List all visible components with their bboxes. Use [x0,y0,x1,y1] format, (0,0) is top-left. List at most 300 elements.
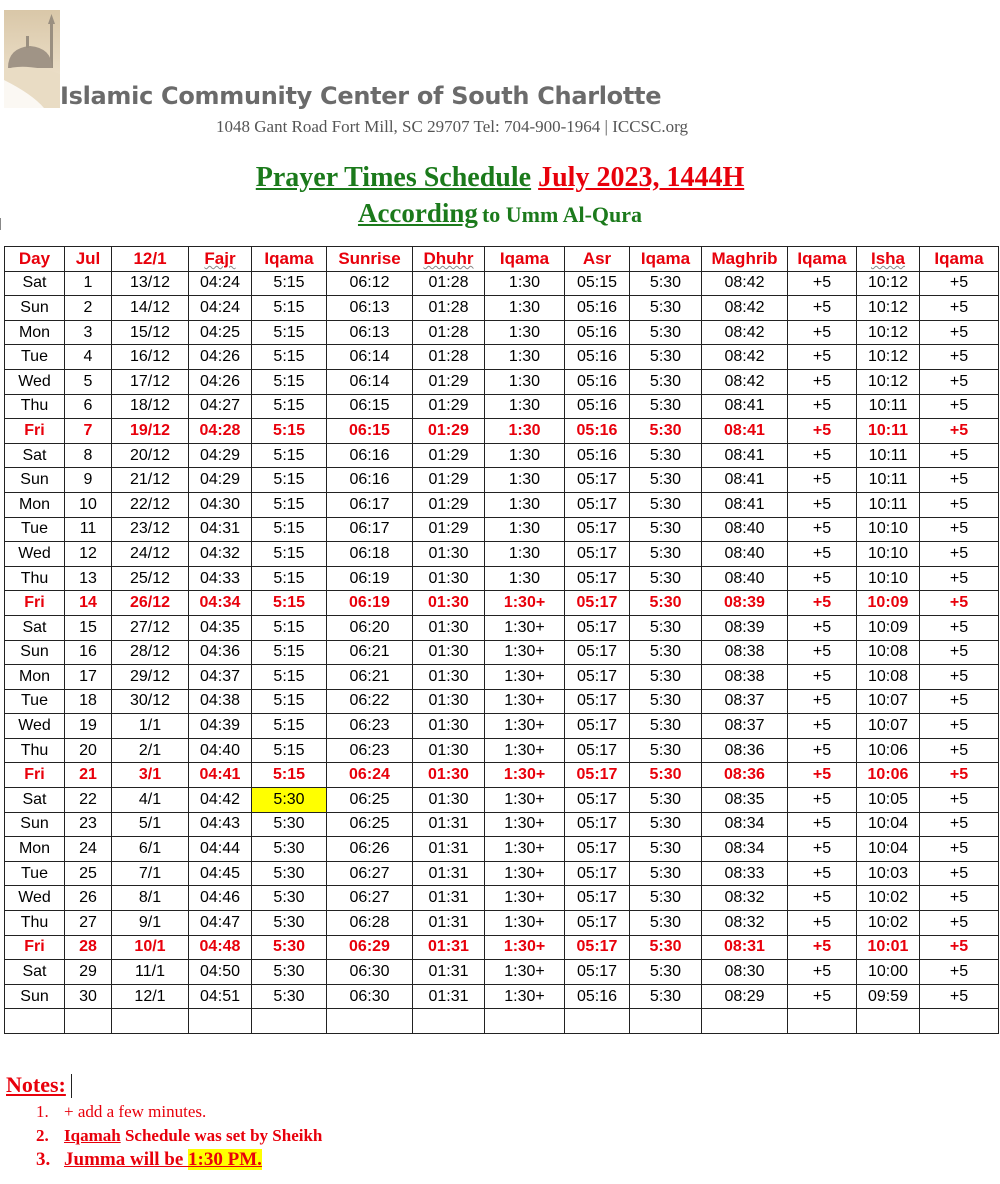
cell-maghrib: 08:42 [702,296,788,321]
empty-cell [857,1009,920,1034]
cell-dhuhr-iqama: 1:30+ [485,615,565,640]
cell-asr: 05:16 [565,345,630,370]
cell-day: Fri [5,763,65,788]
cell-isha: 10:10 [857,542,920,567]
cell-maghrib: 08:40 [702,517,788,542]
cell-fajr-iqama: 5:15 [252,591,327,616]
cell-fajr-iqama: 5:15 [252,320,327,345]
cell-fajr: 04:39 [189,714,252,739]
cell-asr: 05:16 [565,296,630,321]
cell-dhuhr: 01:30 [413,615,485,640]
cell-dhuhr-iqama: 1:30 [485,369,565,394]
cell-maghrib-iqama: +5 [788,296,857,321]
cell-maghrib-iqama: +5 [788,861,857,886]
cell-hijri: 23/12 [112,517,189,542]
cell-day: Mon [5,837,65,862]
cell-isha: 10:07 [857,714,920,739]
cell-asr-iqama: 5:30 [630,714,702,739]
cell-sunrise: 06:13 [327,296,413,321]
cell-fajr: 04:34 [189,591,252,616]
cell-isha-iqama: +5 [920,886,999,911]
cell-fajr: 04:30 [189,492,252,517]
cell-dhuhr: 01:31 [413,935,485,960]
cell-maghrib-iqama: +5 [788,788,857,813]
cell-asr: 05:17 [565,861,630,886]
cell-fajr-iqama: 5:15 [252,640,327,665]
column-header: Iqama [788,247,857,272]
schedule-title [0,162,1000,194]
cell-sunrise: 06:24 [327,763,413,788]
cell-asr-iqama: 5:30 [630,738,702,763]
title-part1: Prayer Times Schedule [255,162,532,193]
cell-jul: 28 [65,935,112,960]
cell-isha: 10:02 [857,911,920,936]
note-text: + add a few minutes. [64,1102,207,1121]
cell-fajr: 04:35 [189,615,252,640]
cell-hijri: 24/12 [112,542,189,567]
cell-maghrib-iqama: +5 [788,935,857,960]
cell-hijri: 10/1 [112,935,189,960]
cell-day: Thu [5,911,65,936]
table-row [5,984,999,1009]
empty-cell [788,1009,857,1034]
empty-cell [112,1009,189,1034]
cell-jul: 16 [65,640,112,665]
cell-maghrib-iqama: +5 [788,812,857,837]
cell-maghrib-iqama: +5 [788,443,857,468]
cell-fajr-iqama: 5:15 [252,665,327,690]
subtitle-part2: to Umm Al-Qura [481,202,643,227]
cell-fajr-iqama: 5:15 [252,566,327,591]
cell-dhuhr: 01:31 [413,837,485,862]
cell-hijri: 2/1 [112,738,189,763]
cell-hijri: 7/1 [112,861,189,886]
cell-hijri: 20/12 [112,443,189,468]
table-row [5,566,999,591]
cell-sunrise: 06:17 [327,492,413,517]
cell-dhuhr-iqama: 1:30 [485,296,565,321]
cell-day: Fri [5,419,65,444]
cell-dhuhr: 01:30 [413,738,485,763]
cell-asr: 05:17 [565,935,630,960]
cell-isha-iqama: +5 [920,492,999,517]
cell-sunrise: 06:25 [327,812,413,837]
cell-maghrib: 08:38 [702,640,788,665]
cell-sunrise: 06:12 [327,271,413,296]
cell-dhuhr-iqama: 1:30 [485,394,565,419]
cell-day: Sat [5,960,65,985]
cell-maghrib: 08:32 [702,886,788,911]
cell-sunrise: 06:13 [327,320,413,345]
cell-asr: 05:17 [565,763,630,788]
cell-isha: 10:01 [857,935,920,960]
cell-maghrib: 08:32 [702,911,788,936]
cell-asr: 05:15 [565,271,630,296]
empty-cell [327,1009,413,1034]
table-row [5,665,999,690]
cell-fajr: 04:24 [189,296,252,321]
cell-asr-iqama: 5:30 [630,542,702,567]
cell-asr: 05:17 [565,886,630,911]
cell-isha-iqama: +5 [920,394,999,419]
cell-jul: 30 [65,984,112,1009]
note-number: 2. [36,1126,49,1145]
cell-fajr: 04:38 [189,689,252,714]
cell-isha-iqama: +5 [920,591,999,616]
cell-dhuhr-iqama: 1:30+ [485,861,565,886]
table-row [5,394,999,419]
cell-fajr: 04:27 [189,394,252,419]
cell-day: Wed [5,369,65,394]
cell-day: Mon [5,492,65,517]
cell-maghrib-iqama: +5 [788,615,857,640]
cell-sunrise: 06:27 [327,861,413,886]
note-item [36,1148,322,1172]
cell-day: Sat [5,615,65,640]
cell-hijri: 30/12 [112,689,189,714]
note-number: 1. [36,1102,49,1121]
cell-fajr: 04:42 [189,788,252,813]
cell-day: Sat [5,788,65,813]
cell-dhuhr: 01:30 [413,788,485,813]
cell-asr-iqama: 5:30 [630,468,702,493]
table-row [5,861,999,886]
cell-asr: 05:17 [565,492,630,517]
table-header-row [5,247,999,272]
cell-dhuhr: 01:29 [413,419,485,444]
cell-fajr: 04:28 [189,419,252,444]
cell-day: Wed [5,886,65,911]
cell-fajr-iqama: 5:15 [252,492,327,517]
cell-asr: 05:17 [565,714,630,739]
cell-asr-iqama: 5:30 [630,788,702,813]
note-text-highlighted: 1:30 PM. [188,1149,262,1170]
cell-isha-iqama: +5 [920,984,999,1009]
cell-hijri: 14/12 [112,296,189,321]
cell-fajr-iqama: 5:30 [252,911,327,936]
cell-sunrise: 06:19 [327,591,413,616]
empty-cell [189,1009,252,1034]
cell-isha-iqama: +5 [920,665,999,690]
cell-fajr-iqama: 5:15 [252,689,327,714]
organization-address: 1048 Gant Road Fort Mill, SC 29707 Tel: 704-900-1964 | ICCSC.org [216,117,688,136]
cell-maghrib-iqama: +5 [788,369,857,394]
cell-isha: 10:02 [857,886,920,911]
cell-dhuhr-iqama: 1:30+ [485,911,565,936]
cell-isha-iqama: +5 [920,689,999,714]
cell-dhuhr-iqama: 1:30 [485,443,565,468]
cell-isha-iqama: +5 [920,369,999,394]
table-row [5,689,999,714]
column-header: Asr [565,247,630,272]
cell-dhuhr-iqama: 1:30 [485,517,565,542]
cell-isha: 10:03 [857,861,920,886]
cell-dhuhr: 01:29 [413,517,485,542]
text-cursor-mark [71,1074,72,1098]
cell-dhuhr: 01:28 [413,320,485,345]
cell-maghrib-iqama: +5 [788,837,857,862]
cell-dhuhr-iqama: 1:30 [485,468,565,493]
cell-sunrise: 06:16 [327,443,413,468]
cell-isha: 10:08 [857,640,920,665]
empty-cell [630,1009,702,1034]
cell-maghrib: 08:31 [702,935,788,960]
cell-maghrib-iqama: +5 [788,566,857,591]
cell-asr-iqama: 5:30 [630,640,702,665]
cell-asr: 05:16 [565,419,630,444]
cell-sunrise: 06:17 [327,517,413,542]
cell-jul: 27 [65,911,112,936]
cell-sunrise: 06:23 [327,738,413,763]
cell-maghrib: 08:39 [702,591,788,616]
cell-maghrib: 08:42 [702,271,788,296]
cell-asr: 05:17 [565,542,630,567]
cell-dhuhr: 01:31 [413,861,485,886]
cell-fajr-iqama: 5:30 [252,837,327,862]
cell-asr: 05:17 [565,665,630,690]
cell-sunrise: 06:21 [327,640,413,665]
cell-dhuhr-iqama: 1:30+ [485,591,565,616]
cell-jul: 11 [65,517,112,542]
table-row [5,615,999,640]
column-header: Iqama [252,247,327,272]
cell-fajr-iqama: 5:15 [252,271,327,296]
cell-day: Wed [5,714,65,739]
table-row [5,738,999,763]
cell-maghrib-iqama: +5 [788,468,857,493]
cell-dhuhr: 01:30 [413,640,485,665]
cell-fajr-iqama: 5:15 [252,714,327,739]
cell-jul: 22 [65,788,112,813]
cell-isha: 10:10 [857,517,920,542]
cell-maghrib: 08:39 [702,615,788,640]
column-header: Day [5,247,65,272]
cell-jul: 20 [65,738,112,763]
table-row [5,296,999,321]
cell-sunrise: 06:27 [327,886,413,911]
cell-isha: 10:06 [857,763,920,788]
text-cursor-mark [0,218,1,230]
cell-maghrib-iqama: +5 [788,517,857,542]
cell-maghrib: 08:34 [702,837,788,862]
cell-fajr-iqama: 5:30 [252,788,327,813]
cell-maghrib-iqama: +5 [788,689,857,714]
cell-maghrib: 08:38 [702,665,788,690]
table-row [5,812,999,837]
cell-isha: 10:12 [857,296,920,321]
cell-asr-iqama: 5:30 [630,492,702,517]
cell-maghrib: 08:33 [702,861,788,886]
cell-fajr: 04:24 [189,271,252,296]
cell-sunrise: 06:22 [327,689,413,714]
cell-dhuhr-iqama: 1:30 [485,271,565,296]
column-header: Dhuhr [413,247,485,272]
cell-isha: 10:04 [857,837,920,862]
cell-maghrib: 08:40 [702,566,788,591]
cell-jul: 13 [65,566,112,591]
cell-maghrib: 08:36 [702,763,788,788]
cell-dhuhr: 01:28 [413,271,485,296]
cell-maghrib: 08:41 [702,419,788,444]
table-row [5,542,999,567]
cell-isha-iqama: +5 [920,738,999,763]
cell-dhuhr-iqama: 1:30+ [485,689,565,714]
cell-dhuhr: 01:29 [413,468,485,493]
cell-isha-iqama: +5 [920,788,999,813]
cell-hijri: 4/1 [112,788,189,813]
cell-day: Sat [5,443,65,468]
cell-asr-iqama: 5:30 [630,419,702,444]
cell-asr-iqama: 5:30 [630,296,702,321]
cell-jul: 5 [65,369,112,394]
cell-asr-iqama: 5:30 [630,615,702,640]
cell-dhuhr-iqama: 1:30 [485,345,565,370]
cell-dhuhr-iqama: 1:30+ [485,886,565,911]
cell-fajr: 04:43 [189,812,252,837]
cell-isha: 10:09 [857,615,920,640]
cell-isha-iqama: +5 [920,812,999,837]
cell-jul: 6 [65,394,112,419]
cell-asr: 05:17 [565,738,630,763]
cell-asr: 05:16 [565,394,630,419]
cell-dhuhr-iqama: 1:30 [485,492,565,517]
cell-asr-iqama: 5:30 [630,443,702,468]
cell-maghrib-iqama: +5 [788,591,857,616]
cell-dhuhr: 01:31 [413,911,485,936]
cell-sunrise: 06:20 [327,615,413,640]
column-header: Fajr [189,247,252,272]
cell-hijri: 8/1 [112,886,189,911]
cell-maghrib: 08:29 [702,984,788,1009]
cell-sunrise: 06:23 [327,714,413,739]
cell-asr-iqama: 5:30 [630,394,702,419]
column-header: Maghrib [702,247,788,272]
cell-isha: 10:04 [857,812,920,837]
table-row [5,517,999,542]
cell-isha-iqama: +5 [920,640,999,665]
cell-isha-iqama: +5 [920,320,999,345]
cell-dhuhr: 01:30 [413,542,485,567]
cell-fajr: 04:29 [189,468,252,493]
cell-isha-iqama: +5 [920,296,999,321]
cell-isha-iqama: +5 [920,714,999,739]
cell-hijri: 16/12 [112,345,189,370]
cell-fajr: 04:48 [189,935,252,960]
cell-dhuhr: 01:31 [413,984,485,1009]
cell-dhuhr: 01:31 [413,812,485,837]
table-row [5,788,999,813]
cell-maghrib: 08:42 [702,320,788,345]
cell-dhuhr-iqama: 1:30+ [485,714,565,739]
cell-hijri: 21/12 [112,468,189,493]
cell-dhuhr: 01:30 [413,714,485,739]
cell-isha: 10:11 [857,468,920,493]
cell-fajr-iqama: 5:15 [252,296,327,321]
cell-dhuhr-iqama: 1:30+ [485,738,565,763]
cell-hijri: 13/12 [112,271,189,296]
cell-isha-iqama: +5 [920,271,999,296]
prayer-times-table [4,246,999,1034]
cell-isha-iqama: +5 [920,615,999,640]
table-row [5,443,999,468]
cell-maghrib-iqama: +5 [788,542,857,567]
cell-isha: 10:12 [857,369,920,394]
cell-dhuhr-iqama: 1:30+ [485,812,565,837]
cell-fajr: 04:46 [189,886,252,911]
table-row [5,320,999,345]
cell-sunrise: 06:18 [327,542,413,567]
cell-isha-iqama: +5 [920,935,999,960]
cell-hijri: 22/12 [112,492,189,517]
cell-jul: 1 [65,271,112,296]
cell-isha-iqama: +5 [920,517,999,542]
cell-asr: 05:17 [565,591,630,616]
cell-isha: 10:09 [857,591,920,616]
cell-maghrib: 08:41 [702,394,788,419]
cell-isha: 10:11 [857,394,920,419]
cell-jul: 19 [65,714,112,739]
cell-jul: 3 [65,320,112,345]
cell-maghrib-iqama: +5 [788,984,857,1009]
cell-isha: 10:10 [857,566,920,591]
cell-sunrise: 06:25 [327,788,413,813]
cell-maghrib: 08:37 [702,714,788,739]
cell-asr-iqama: 5:30 [630,320,702,345]
cell-day: Wed [5,542,65,567]
table-row [5,468,999,493]
cell-isha: 09:59 [857,984,920,1009]
cell-fajr-iqama: 5:15 [252,763,327,788]
cell-jul: 14 [65,591,112,616]
cell-maghrib-iqama: +5 [788,271,857,296]
cell-dhuhr: 01:29 [413,394,485,419]
cell-isha: 10:12 [857,320,920,345]
cell-maghrib: 08:41 [702,443,788,468]
cell-sunrise: 06:30 [327,960,413,985]
cell-dhuhr: 01:31 [413,886,485,911]
cell-jul: 18 [65,689,112,714]
cell-fajr-iqama: 5:15 [252,517,327,542]
cell-fajr: 04:40 [189,738,252,763]
cell-day: Fri [5,935,65,960]
cell-day: Tue [5,517,65,542]
cell-dhuhr-iqama: 1:30+ [485,935,565,960]
cell-hijri: 18/12 [112,394,189,419]
cell-fajr: 04:37 [189,665,252,690]
cell-fajr-iqama: 5:30 [252,861,327,886]
schedule-subtitle [0,198,1000,229]
table-row [5,763,999,788]
cell-maghrib-iqama: +5 [788,738,857,763]
cell-hijri: 28/12 [112,640,189,665]
cell-maghrib-iqama: +5 [788,419,857,444]
cell-sunrise: 06:14 [327,345,413,370]
cell-asr: 05:16 [565,320,630,345]
cell-day: Tue [5,861,65,886]
cell-isha: 10:11 [857,492,920,517]
table-row [5,837,999,862]
cell-dhuhr: 01:30 [413,665,485,690]
cell-day: Thu [5,394,65,419]
cell-maghrib: 08:42 [702,345,788,370]
cell-isha-iqama: +5 [920,542,999,567]
cell-jul: 4 [65,345,112,370]
cell-dhuhr-iqama: 1:30 [485,320,565,345]
cell-sunrise: 06:19 [327,566,413,591]
cell-dhuhr: 01:29 [413,369,485,394]
cell-sunrise: 06:21 [327,665,413,690]
cell-asr: 05:17 [565,960,630,985]
